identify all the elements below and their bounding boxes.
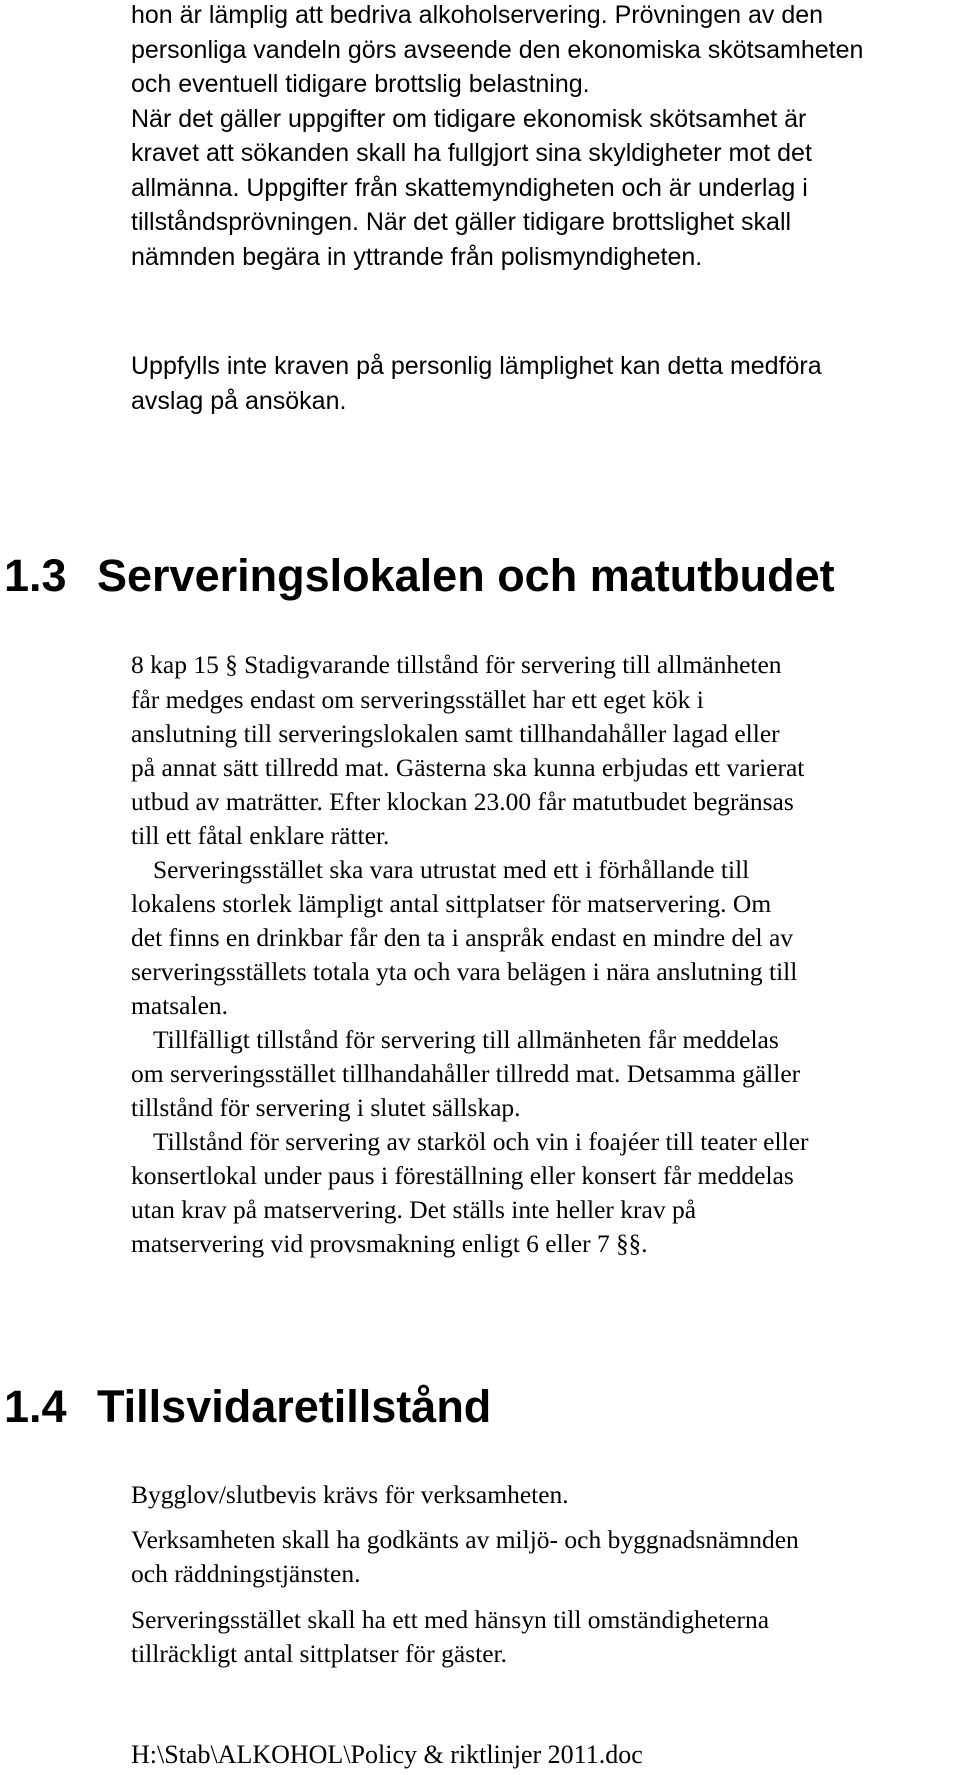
paragraph-line: Verksamheten skall ha godkänts av miljö- och byggnadsnämnden (131, 1525, 799, 1554)
section-sign-icon: § (225, 652, 238, 679)
paragraph-line: serveringsställets totala yta och vara belägen i nära anslutning till (131, 957, 798, 986)
paragraph-line: Serveringsstället ska vara utrustat med ett i förhållande till (153, 855, 750, 884)
intro-paragraph (131, 0, 941, 274)
intro-line: och eventuell tidigare brottslig belastning. (131, 70, 590, 98)
intro-line: hon är lämplig att bedriva alkoholservering. Prövningen av den (131, 1, 824, 29)
law-reference: 8 kap 15 (131, 650, 219, 679)
section-title: Tillsvidaretillstånd (97, 1381, 492, 1432)
paragraph-line: lokalens storlek lämpligt antal sittplatser för matservering. Om (131, 889, 772, 918)
intro-line: kravet att sökanden skall ha fullgjort sina skyldigheter mot det (131, 139, 812, 167)
paragraph-line: konsertlokal under paus i föreställning eller konsert får meddelas (131, 1161, 794, 1190)
section-sign-icon: § (628, 1231, 642, 1258)
paragraph-line: utan krav på matservering. Det ställs inte heller krav på (131, 1195, 697, 1224)
paragraph-line: utbud av maträtter. Efter klockan 23.00 får matutbudet begränsas (131, 787, 794, 816)
sentence-end: . (641, 1229, 648, 1258)
paragraph-line: anslutning till serveringslokalen samt tillhandahåller lagad eller (131, 719, 780, 748)
paragraph-line: Tillfälligt tillstånd för servering till allmänheten får meddelas (153, 1025, 779, 1054)
section-title: Serveringslokalen och matutbudet (97, 550, 835, 601)
intro-conclusion (131, 349, 941, 418)
section-sign-icon: § (616, 1231, 629, 1258)
paragraph-line: på annat sätt tillredd mat. Gästerna ska kunna erbjudas ett varierat (131, 753, 805, 782)
paragraph-last-line (131, 1227, 941, 1262)
intro-line: personliga vandeln görs avseende den ekonomiska skötsamheten (131, 35, 864, 64)
conclusion-line: Uppfylls inte kraven på personlig lämplighet kan detta medföra (131, 352, 822, 380)
section-1-4-para-1 (131, 1478, 941, 1512)
paragraph-line: det finns en drinkbar får den ta i anspråk endast en mindre del av (131, 923, 794, 952)
paragraph-line: till ett fåtal enklare rätter. (131, 821, 390, 850)
paragraph-text: matservering vid provsmakning enligt 6 eller 7 (131, 1229, 610, 1258)
intro-line: allmänna. Uppgifter från skattemyndigheten och är underlag i (131, 173, 808, 202)
paragraph-line: Serveringsstället skall ha ett med hänsyn till omständigheterna (131, 1605, 770, 1634)
section-1-4-para-3 (131, 1603, 941, 1671)
conclusion-line: avslag på ansökan. (131, 386, 347, 415)
section-heading-1-3 (4, 548, 835, 604)
paragraph-line: Bygglov/slutbevis krävs för verksamheten. (131, 1480, 569, 1509)
footer-file-path: H:\Stab\ALKOHOL\Policy & riktlinjer 2011.doc (131, 1740, 643, 1769)
intro-line: nämnden begära in yttrande från polismyndigheten. (131, 242, 703, 271)
paragraph-line: tillstånd för servering i slutet sällskap. (131, 1093, 521, 1122)
paragraph-text: Stadigvarande tillstånd för servering till allmänheten (244, 650, 782, 679)
paragraph-line: och räddningstjänsten. (131, 1559, 361, 1588)
section-1-4-para-2 (131, 1523, 941, 1591)
section-number: 1.3 (4, 550, 67, 601)
paragraph-line: om serveringsstället tillhandahåller tillredd mat. Detsamma gäller (131, 1059, 801, 1088)
paragraph-line: tillräckligt antal sittplatser för gäster. (131, 1639, 508, 1668)
section-number: 1.4 (4, 1381, 67, 1432)
paragraph-line: matsalen. (131, 991, 229, 1020)
paragraph-line: får medges endast om serveringsstället har ett eget kök i (131, 685, 704, 714)
paragraph-line: Tillstånd för servering av starköl och vin i foajéer till teater eller (153, 1127, 809, 1156)
section-1-3-body (131, 648, 941, 1262)
paragraph-first-line (131, 648, 941, 683)
intro-line: När det gäller uppgifter om tidigare ekonomisk skötsamhet är (131, 104, 807, 133)
intro-line: tillståndsprövningen. När det gäller tidigare brottslighet skall (131, 208, 792, 236)
section-heading-1-4 (4, 1379, 491, 1435)
